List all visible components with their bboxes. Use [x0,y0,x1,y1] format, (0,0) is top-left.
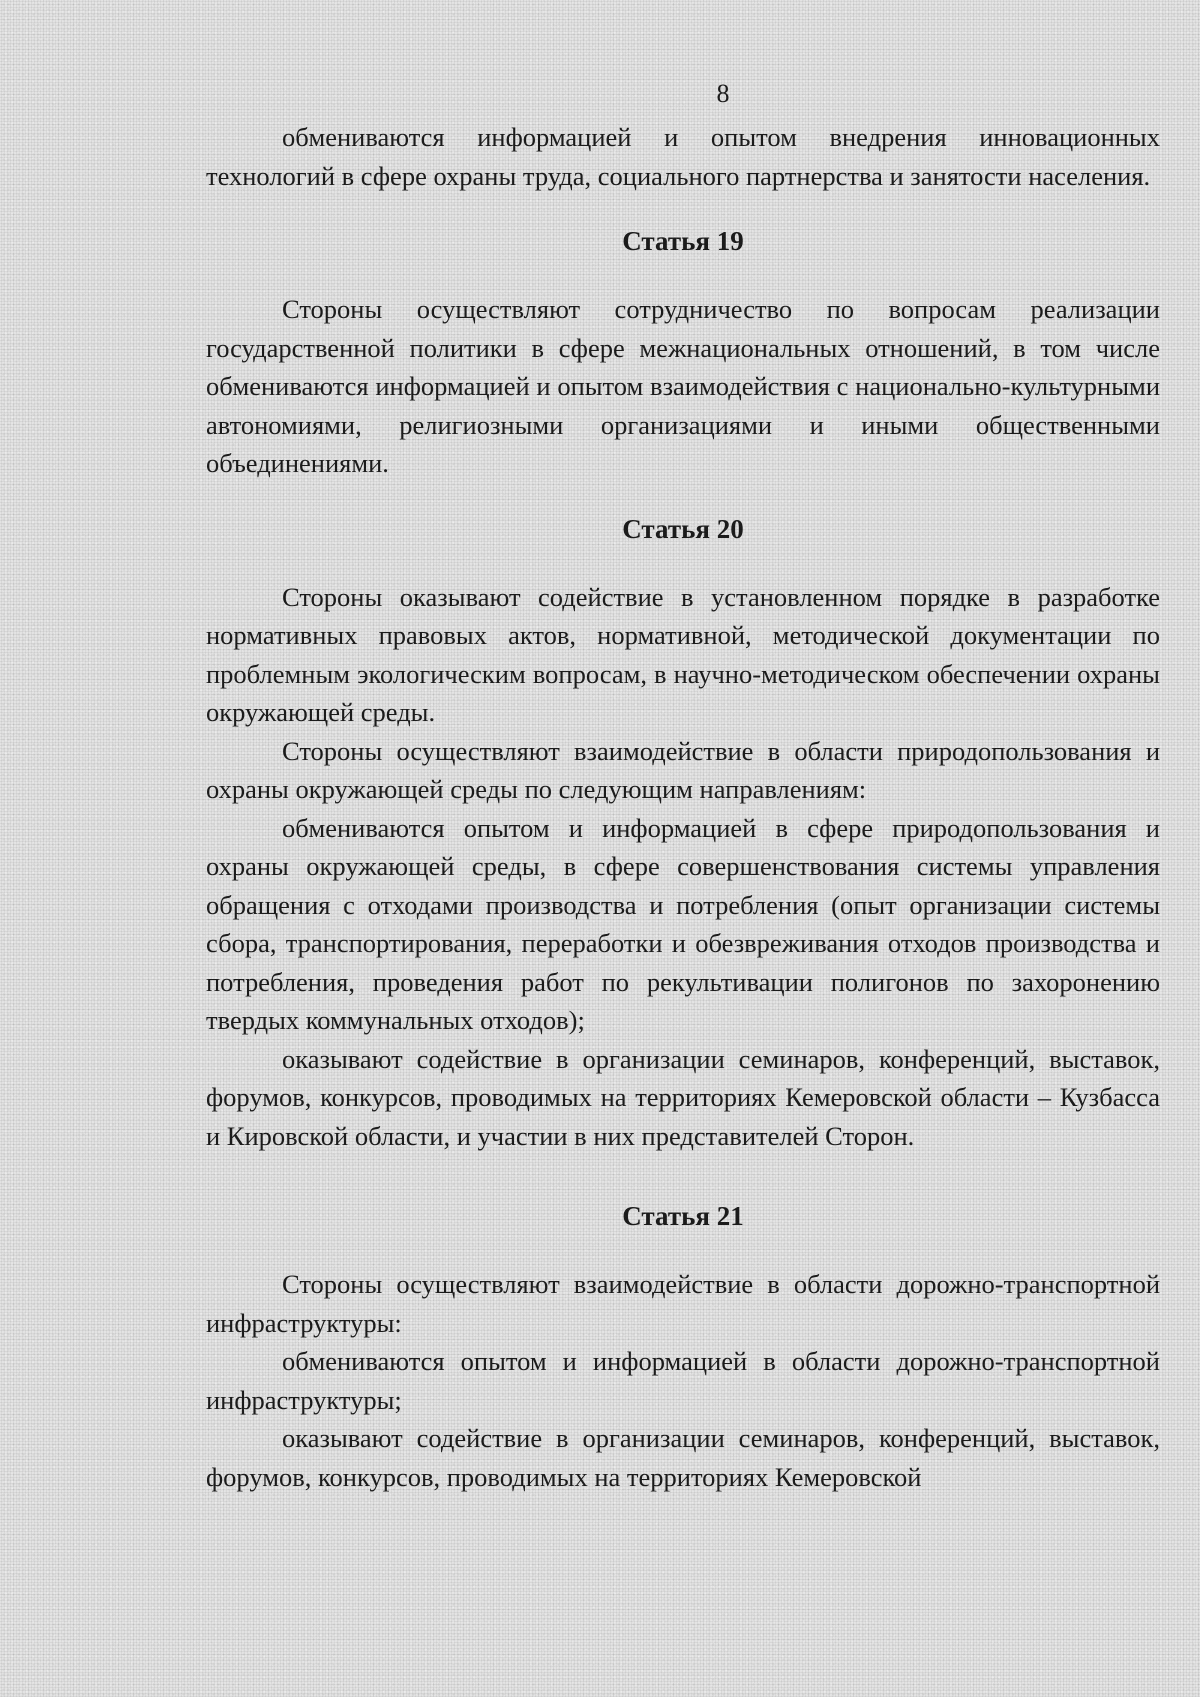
article-20-paragraph-2: Стороны осуществляют взаимодействие в области природопользования и охраны окружающей среды по следующим направлениям: [206,735,1160,804]
article-21-paragraph-1: Стороны осуществляют взаимодействие в области дорожно-транспортной инфраструктуры: [206,1269,1160,1338]
article-20-paragraph-1: Стороны оказывают содействие в установленном порядке в разработке нормативных правовых актов, нормативной, методической документации по проблемным экологическим вопросам, в научно-методическом обеспечении охраны окружающей среды. [206,581,1160,727]
article-19-paragraph-1: Стороны осуществляют сотрудничество по вопросам реализации государственной политики в сфере межнациональных отношений, в том числе обмениваются информацией и опытом взаимодействия с национально-культурными автономиями, религиозными организациями и иными общественными объединениями. [206,294,1160,478]
article-20-paragraph-3: обмениваются опытом и информацией в сфере природопользования и охраны окружающей среды, в сфере совершенствования системы управления обращения с отходами производства и потребления (опыт организации системы сбора, транспортирования, переработки и обезвреживания отходов производства и потребления, проведения работ по рекультивации полигонов по захоронению твердых коммунальных отходов); [206,812,1160,1035]
article-21-heading: Статья 21 [622,1201,744,1231]
article-21-paragraph-2: обмениваются опытом и информацией в области дорожно-транспортной инфраструктуры; [206,1346,1160,1415]
page-number: 8 [716,79,730,108]
article-21-paragraph-3: оказывают содействие в организации семинаров, конференций, выставок, форумов, конкурсов, проводимых на территориях Кемеровской [206,1423,1160,1492]
article-20-paragraph-4: оказывают содействие в организации семинаров, конференций, выставок, форумов, конкурсов, проводимых на территориях Кемеровской области – Кузбасса и Кировской области, и участии в них представителей Сторон. [206,1043,1160,1151]
document-page [206,80,1160,1496]
article-20-heading: Статья 20 [622,513,744,544]
intro-paragraph: обмениваются информацией и опытом внедрения инновационных технологий в сфере охраны труда, социального партнерства и занятости населения. [206,122,1160,191]
article-19-heading: Статья 19 [622,226,744,256]
